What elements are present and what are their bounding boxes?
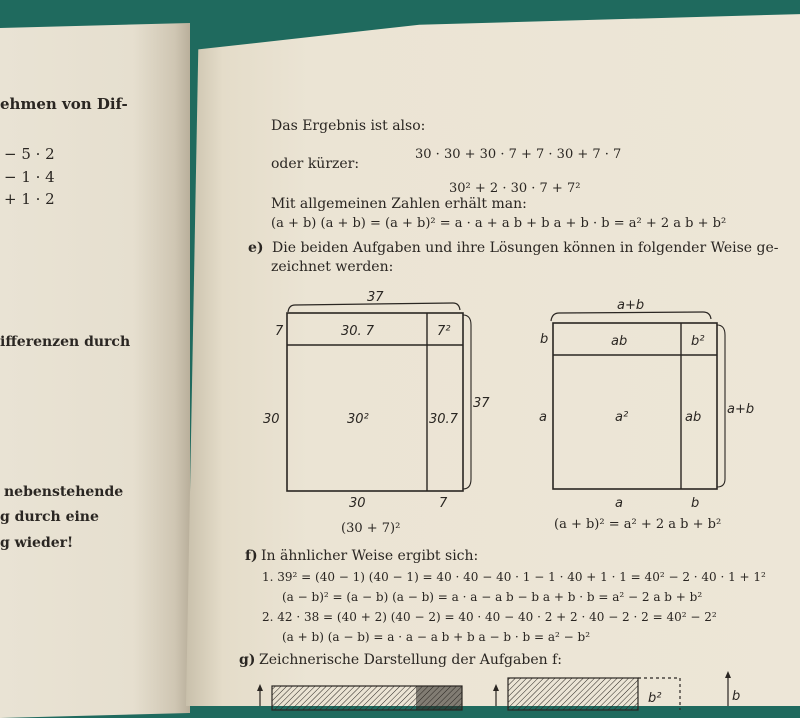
left-text-line: ehmen von Dif- <box>0 95 128 113</box>
section-label-e: e) <box>248 240 264 256</box>
left-text-line: g durch eine <box>0 509 99 525</box>
example-1-general: (a − b)² = (a − b) (a − b) = a · a − a b − b a + b · b = a² − 2 a b + b² <box>282 590 703 604</box>
bottom-diagrams <box>250 666 790 706</box>
g-side-label: b <box>732 689 741 704</box>
result-formula: 30 · 30 + 30 · 7 + 7 · 30 + 7 · 7 <box>415 147 622 162</box>
result-formula-short: 30² + 2 · 30 · 7 + 7² <box>449 181 581 196</box>
fig2-bottom-big: a <box>615 496 623 511</box>
fig1-cell-right: 30.7 <box>429 412 458 427</box>
shorter-label: oder kürzer: <box>271 156 360 172</box>
fig1-side-big: 30 <box>263 412 280 427</box>
section-label-f: f) <box>245 548 258 564</box>
example-2-general: (a + b) (a − b) = a · a − a b + b a − b · b = a² − b² <box>282 630 590 644</box>
fig1-cell-corner: 7² <box>437 324 451 339</box>
fig1-bottom-big: 30 <box>349 496 366 511</box>
left-text-line: ifferenzen durch <box>0 334 131 350</box>
general-intro: Mit allgemeinen Zahlen erhält man: <box>271 196 527 212</box>
left-text-line: nebenstehende <box>4 484 124 500</box>
left-page <box>0 23 190 718</box>
fig1-cell-top: 30. 7 <box>341 324 375 339</box>
left-calc: − 1 · 4 <box>4 168 55 186</box>
fig2-bottom-small: b <box>691 496 700 511</box>
fig2-side-big: a <box>539 410 547 425</box>
section-e-text: zeichnet werden: <box>271 259 394 275</box>
fig1-cell-big: 30² <box>347 412 369 427</box>
fig2-side-small: b <box>540 332 549 347</box>
square-diagram-algebra <box>535 293 785 515</box>
fig2-cell-big: a² <box>615 410 629 425</box>
fig2-top-label: a+b <box>617 298 645 313</box>
fig1-right-label: 37 <box>473 396 490 411</box>
section-label-g: g) <box>239 652 256 668</box>
fig1-top-label: 37 <box>367 290 384 305</box>
general-formula: (a + b) (a + b) = (a + b)² = a · a + a b + b a + b · b = a² + 2 a b + b² <box>271 216 727 231</box>
fig2-cell-corner: b² <box>691 334 705 349</box>
section-f-text: In ähnlicher Weise ergibt sich: <box>261 548 479 564</box>
example-1: 1. 39² = (40 − 1) (40 − 1) = 40 · 40 − 40 · 1 − 1 · 40 + 1 · 1 = 40² − 2 · 40 · 1 + 1² <box>262 570 766 584</box>
g-corner-label: b² <box>648 691 662 706</box>
fig1-caption: (30 + 7)² <box>341 521 401 536</box>
fig1-side-small: 7 <box>275 324 284 339</box>
fig2-cell-right: ab <box>685 410 702 425</box>
fig1-bottom-small: 7 <box>439 496 448 511</box>
fig2-caption: (a + b)² = a² + 2 a b + b² <box>554 517 722 532</box>
section-g-text: Zeichnerische Darstellung der Aufgaben f: <box>259 652 562 668</box>
left-calc: − 5 · 2 <box>4 145 55 163</box>
result-intro: Das Ergebnis ist also: <box>271 118 426 134</box>
square-diagram-numbers <box>255 285 500 515</box>
fig2-cell-top: ab <box>611 334 628 349</box>
section-e-text: Die beiden Aufgaben und ihre Lösungen können in folgender Weise ge- <box>272 240 779 256</box>
fig2-right-label: a+b <box>727 402 755 417</box>
left-calc: + 1 · 2 <box>4 190 55 208</box>
left-text-line: g wieder! <box>0 535 74 551</box>
example-2: 2. 42 · 38 = (40 + 2) (40 − 2) = 40 · 40 − 40 · 2 + 2 · 40 − 2 · 2 = 40² − 2² <box>262 610 717 624</box>
